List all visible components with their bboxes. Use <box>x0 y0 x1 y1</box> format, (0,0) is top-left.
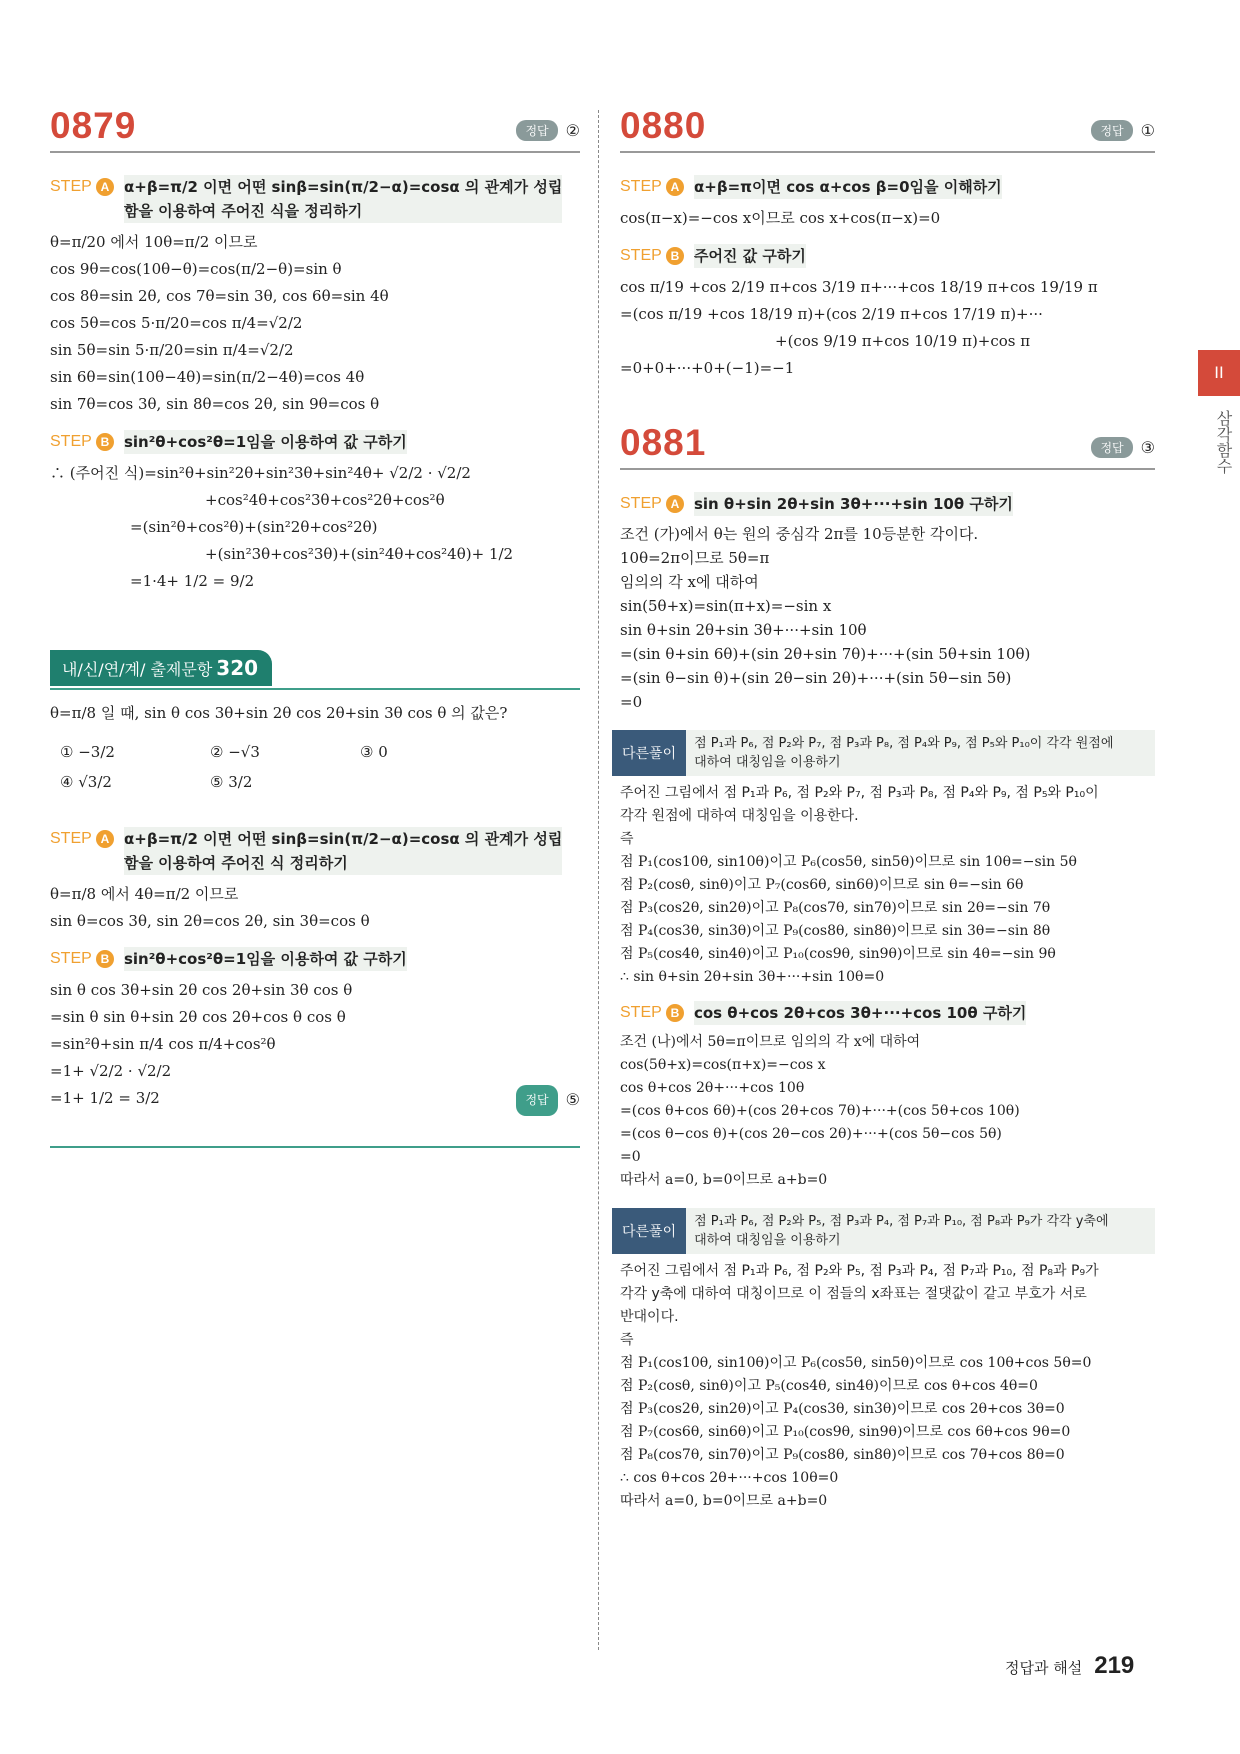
solution-line: +(sin²3θ+cos²3θ)+(sin²4θ+cos²4θ)+ 1/2 <box>205 545 514 563</box>
choice-5: ⑤ 3/2 <box>210 773 253 791</box>
step-a <box>50 827 580 875</box>
related-question: θ=π/8 일 때, sin θ cos 3θ+sin 2θ cos 2θ+sin 3θ cos θ 의 값은? <box>50 704 508 722</box>
step-tag: STEP A <box>620 492 684 516</box>
solution-line: 점 P₇(cos6θ, sin6θ)이고 P₁₀(cos9θ, sin9θ)이므로 cos 6θ+cos 9θ=0 <box>620 1424 1071 1440</box>
step-title-cont: 함을 이용하여 주어진 식 정리하기 <box>124 851 562 875</box>
solution-line: 주어진 그림에서 점 P₁과 P₆, 점 P₂와 P₅, 점 P₃과 P₄, 점 P₇과 P₁₀, 점 P₈과 P₉가 <box>620 1263 1099 1279</box>
solution-line: 반대이다. <box>620 1309 679 1325</box>
left-column <box>50 105 580 1148</box>
alternate-solution-box <box>612 730 1155 776</box>
solution-line: =(sin θ−sin θ)+(sin 2θ−sin 2θ)+···+(sin 5θ−sin 5θ) <box>620 669 1012 687</box>
chapter-tab: II <box>1198 350 1240 396</box>
step-tag: STEP B <box>50 947 114 971</box>
solution-line: cos(5θ+x)=cos(π+x)=−cos x <box>620 1057 826 1073</box>
choice-1: ① −3/2 <box>60 743 115 761</box>
solution-line: +cos²4θ+cos²3θ+cos²2θ+cos²θ <box>205 491 445 509</box>
solution-line: 따라서 a=0, b=0이므로 a+b=0 <box>620 1172 828 1188</box>
alternate-solution-tag: 다른풀이 <box>612 1208 686 1254</box>
step-a <box>620 175 1155 199</box>
section-end-rule <box>50 1146 580 1148</box>
answer-indicator <box>516 120 580 141</box>
column-divider <box>598 110 599 1650</box>
solution-line: sin θ cos 3θ+sin 2θ cos 2θ+sin 3θ cos θ <box>50 981 353 999</box>
step-tag: STEP A <box>50 827 114 851</box>
solution-line: θ=π/20 에서 10θ=π/2 이므로 <box>50 233 258 251</box>
step-title: α+β=π/2 이면 어떤 sinβ=sin(π/2−α)=cosα 의 관계가 성립 <box>124 175 562 199</box>
step-tag: STEP B <box>620 244 684 268</box>
solution-line: 따라서 a=0, b=0이므로 a+b=0 <box>620 1493 828 1509</box>
answer-value: ② <box>565 122 580 140</box>
solution-line: =sin²θ+sin π/4 cos π/4+cos²θ <box>50 1035 276 1053</box>
page-footer <box>1005 1652 1134 1680</box>
step-tag: STEP A <box>620 175 684 199</box>
answer-indicator <box>1091 120 1155 141</box>
solution-line: =1+ √2/2 · √2/2 <box>50 1062 172 1080</box>
solution-line: ∴ sin θ+sin 2θ+sin 3θ+···+sin 10θ=0 <box>620 969 885 985</box>
step-title: cos θ+cos 2θ+cos 3θ+···+cos 10θ 구하기 <box>694 1001 1026 1025</box>
solution-line: 각각 y축에 대하여 대칭이므로 이 점들의 x좌표는 절댓값이 같고 부호가 서로 <box>620 1286 1087 1302</box>
step-b <box>620 1001 1155 1025</box>
answer-badge: 정답 <box>1091 120 1132 141</box>
choice-3: ③ 0 <box>360 743 388 761</box>
solution-line: =1+ 1/2 = 3/2 <box>50 1089 160 1107</box>
choice-4: ④ √3/2 <box>60 773 112 791</box>
solution-line: ∴ cos θ+cos 2θ+···+cos 10θ=0 <box>620 1470 839 1486</box>
solution-line: sin θ+sin 2θ+sin 3θ+···+sin 10θ <box>620 621 867 639</box>
solution-line: cos(π−x)=−cos x이므로 cos x+cos(π−x)=0 <box>620 209 941 227</box>
solution-line: 점 P₄(cos3θ, sin3θ)이고 P₉(cos8θ, sin8θ)이므로 sin 3θ=−sin 8θ <box>620 923 1051 939</box>
chapter-label: 삼각함수 <box>1214 410 1233 474</box>
solution-line: =(cos π/19 +cos 18/19 π)+(cos 2/19 π+cos 17/19 π)+··· <box>620 305 1043 323</box>
step-b <box>620 244 1155 268</box>
answer-value: ③ <box>1140 439 1155 457</box>
solution-line: 10θ=2π이므로 5θ=π <box>620 549 770 567</box>
solution-line: θ=π/8 에서 4θ=π/2 이므로 <box>50 885 239 903</box>
solution-line: 점 P₈(cos7θ, sin7θ)이고 P₉(cos8θ, sin8θ)이므로 cos 7θ+cos 8θ=0 <box>620 1447 1065 1463</box>
alternate-solution-title: 점 P₁과 P₆, 점 P₂와 P₅, 점 P₃과 P₄, 점 P₇과 P₁₀, 점 P₈과 P₉가 각각 y축에 대하여 대칭임을 이용하기 <box>694 1214 1109 1248</box>
step-tag: STEP B <box>50 430 114 454</box>
solution-line: sin(5θ+x)=sin(π+x)=−sin x <box>620 597 832 615</box>
right-column <box>620 105 1155 1513</box>
alternate-solution-title: 점 P₁과 P₆, 점 P₂와 P₇, 점 P₃과 P₈, 점 P₄와 P₉, 점 P₅와 P₁₀이 각각 원점에 대하여 대칭임을 이용하기 <box>694 736 1114 770</box>
solution-line: =0+0+···+0+(−1)=−1 <box>620 359 795 377</box>
alternate-solution-tag: 다른풀이 <box>612 730 686 776</box>
problem-0880-header <box>620 105 1155 153</box>
alternate-solution-box <box>612 1208 1155 1254</box>
solution-line: =(sin θ+sin 6θ)+(sin 2θ+sin 7θ)+···+(sin 5θ+sin 10θ) <box>620 645 1031 663</box>
solution-line: cos 9θ=cos(10θ−θ)=cos(π/2−θ)=sin θ <box>50 260 342 278</box>
step-title: α+β=π이면 cos α+cos β=0임을 이해하기 <box>694 175 1002 199</box>
solution-line: sin 6θ=sin(10θ−4θ)=sin(π/2−4θ)=cos 4θ <box>50 368 365 386</box>
answer-indicator <box>516 1085 580 1116</box>
problem-number: 0880 <box>620 105 707 146</box>
solution-line: =(cos θ+cos 6θ)+(cos 2θ+cos 7θ)+···+(cos 5θ+cos 10θ) <box>620 1103 1020 1119</box>
solution-line: 점 P₃(cos2θ, sin2θ)이고 P₄(cos3θ, sin3θ)이므로 cos 2θ+cos 3θ=0 <box>620 1401 1065 1417</box>
solution-line: =0 <box>620 1149 641 1165</box>
solution-line: 즉 <box>620 1332 634 1348</box>
solution-line: sin 5θ=sin 5·π/20=sin π/4=√2/2 <box>50 341 294 359</box>
solution-line: cos 5θ=cos 5·π/20=cos π/4=√2/2 <box>50 314 303 332</box>
answer-value: ① <box>1140 122 1155 140</box>
solution-line: ∴ (주어진 식)=sin²θ+sin²2θ+sin²3θ+sin²4θ+ √2/2 · √2/2 <box>50 464 471 482</box>
choice-2: ② −√3 <box>210 743 260 761</box>
solution-line: 점 P₂(cosθ, sinθ)이고 P₇(cos6θ, sin6θ)이므로 sin θ=−sin 6θ <box>620 877 1024 893</box>
solution-line: 점 P₅(cos4θ, sin4θ)이고 P₁₀(cos9θ, sin9θ)이므로 sin 4θ=−sin 9θ <box>620 946 1056 962</box>
solution-line: sin θ=cos 3θ, sin 2θ=cos 2θ, sin 3θ=cos θ <box>50 912 370 930</box>
answer-badge: 정답 <box>516 120 557 141</box>
solution-line: cos π/19 +cos 2/19 π+cos 3/19 π+···+cos 18/19 π+cos 19/19 π <box>620 278 1098 296</box>
solution-line: +(cos 9/19 π+cos 10/19 π)+cos π <box>775 332 1031 350</box>
related-problem-tag: 내/신/연/계/ 출제문항 320 <box>50 650 272 686</box>
problem-0879-header <box>50 105 580 153</box>
step-title: α+β=π/2 이면 어떤 sinβ=sin(π/2−α)=cosα 의 관계가 성립 <box>124 827 562 851</box>
answer-badge: 정답 <box>516 1085 557 1116</box>
answer-badge: 정답 <box>1091 437 1132 458</box>
step-b <box>50 947 580 971</box>
step-a <box>50 175 580 223</box>
solution-line: =(sin²θ+cos²θ)+(sin²2θ+cos²2θ) <box>130 518 378 536</box>
solution-line: =1·4+ 1/2 = 9/2 <box>130 572 255 590</box>
page-number: 219 <box>1094 1652 1135 1679</box>
solution-line: 조건 (나)에서 5θ=π이므로 임의의 각 x에 대하여 <box>620 1034 921 1050</box>
step-a <box>620 492 1155 516</box>
answer-value: ⑤ <box>565 1092 580 1109</box>
solution-line: 점 P₁(cos10θ, sin10θ)이고 P₆(cos5θ, sin5θ)이므로 sin 10θ=−sin 5θ <box>620 854 1077 870</box>
step-title: 주어진 값 구하기 <box>694 244 806 268</box>
problem-0881-header <box>620 422 1155 470</box>
solution-line: sin 7θ=cos 3θ, sin 8θ=cos 2θ, sin 9θ=cos θ <box>50 395 380 413</box>
solution-line: 조건 (가)에서 θ는 원의 중심각 2π를 10등분한 각이다. <box>620 525 979 543</box>
solution-line: 각각 원점에 대하여 대칭임을 이용한다. <box>620 808 859 824</box>
final-line <box>50 1085 580 1122</box>
related-problem-banner <box>50 650 580 690</box>
solution-line: =sin θ sin θ+sin 2θ cos 2θ+cos θ cos θ <box>50 1008 346 1026</box>
solution-line: 점 P₂(cosθ, sinθ)이고 P₅(cos4θ, sin4θ)이므로 cos θ+cos 4θ=0 <box>620 1378 1038 1394</box>
step-tag: STEP B <box>620 1001 684 1025</box>
solution-line: cos θ+cos 2θ+···+cos 10θ <box>620 1080 805 1096</box>
step-tag: STEP A <box>50 175 114 199</box>
solution-line: =0 <box>620 693 643 711</box>
step-title: sin²θ+cos²θ=1임을 이용하여 값 구하기 <box>124 430 407 454</box>
solution-line: 즉 <box>620 831 634 847</box>
problem-number: 0881 <box>620 422 707 463</box>
step-title: sin²θ+cos²θ=1임을 이용하여 값 구하기 <box>124 947 407 971</box>
choice-list <box>60 743 580 791</box>
step-b <box>50 430 580 454</box>
footer-label: 정답과 해설 <box>1005 1659 1083 1677</box>
solution-line: =(cos θ−cos θ)+(cos 2θ−cos 2θ)+···+(cos 5θ−cos 5θ) <box>620 1126 1002 1142</box>
solution-line: 주어진 그림에서 점 P₁과 P₆, 점 P₂와 P₇, 점 P₃과 P₈, 점 P₄와 P₉, 점 P₅와 P₁₀이 <box>620 785 1099 801</box>
step-title-cont: 함을 이용하여 주어진 식을 정리하기 <box>124 199 562 223</box>
solution-line: cos 8θ=sin 2θ, cos 7θ=sin 3θ, cos 6θ=sin 4θ <box>50 287 389 305</box>
solution-line: 임의의 각 x에 대하여 <box>620 573 759 591</box>
solution-line: 점 P₃(cos2θ, sin2θ)이고 P₈(cos7θ, sin7θ)이므로 sin 2θ=−sin 7θ <box>620 900 1051 916</box>
solution-line: 점 P₁(cos10θ, sin10θ)이고 P₆(cos5θ, sin5θ)이므로 cos 10θ+cos 5θ=0 <box>620 1355 1092 1371</box>
answer-indicator <box>1091 437 1155 458</box>
step-title: sin θ+sin 2θ+sin 3θ+···+sin 10θ 구하기 <box>694 492 1013 516</box>
problem-number: 0879 <box>50 105 137 146</box>
